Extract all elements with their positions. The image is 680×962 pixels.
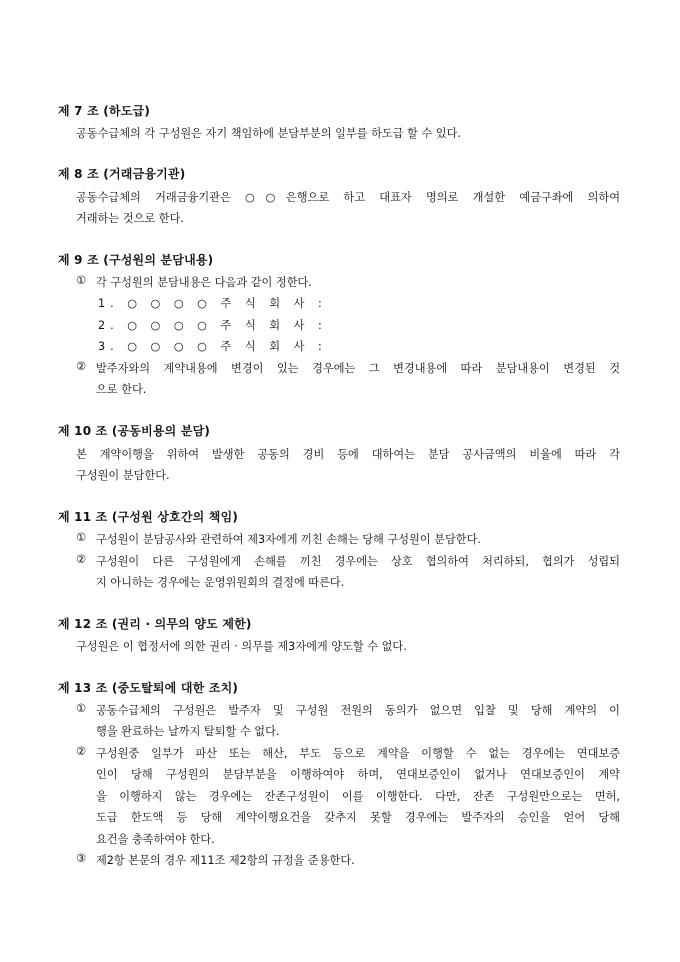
article-10-heading: 제 10 조 (공동비용의 분담) <box>58 424 211 438</box>
article-13-item-3-text: 제2항 본문의 경우 제11조 제2항의 규정을 준용한다. <box>96 854 355 867</box>
article-13-item-2-line-3: 을 이행하지 않는 경우에는 잔존구성원이 이를 이행한다. 다만, 잔존 구성원만으로는 면허, <box>96 790 620 803</box>
article-9-subitem-3: 3. ○ ○ ○ ○ 주 식 회 사 : <box>98 340 327 353</box>
article-12-text: 구성원은 이 협정서에 의한 권리 · 의무를 제3자에게 양도할 수 없다. <box>76 640 407 653</box>
article-13-item-3-marker: ③ <box>76 852 87 865</box>
article-13-item-2-line-4: 도급 한도액 등 당해 계약이행요건을 갖추지 못할 경우에는 발주자의 승인을 얻어 당해 <box>96 811 620 824</box>
article-9-subitem-1: 1. ○ ○ ○ ○ 주 식 회 사 : <box>98 297 327 310</box>
article-9-item-1-text: 각 구성원의 분담내용은 다음과 같이 정한다. <box>96 276 312 289</box>
article-7-text: 공동수급체의 각 구성원은 자기 책임하에 분담부분의 일부를 하도급 할 수 있다. <box>76 127 461 140</box>
article-13-heading: 제 13 조 (중도탈퇴에 대한 조치) <box>58 681 239 695</box>
article-9-item-1-marker: ① <box>76 274 87 287</box>
article-9-heading: 제 9 조 (구성원의 분담내용) <box>58 253 214 267</box>
article-10-text-line-1: 본 계약이행을 위하여 발생한 공동의 경비 등에 대하여는 분담 공사금액의 비율에 따라 각 <box>76 448 620 461</box>
article-8-text-line-1: 공동수급체의 거래금융기관은 ○○은행으로 하고 대표자 명의로 개설한 예금구좌에 의하여 <box>76 191 620 204</box>
article-11-item-2-line-1: 구성원이 다른 구성원에게 손해를 끼친 경우에는 상호 협의하여 처리하되, 협의가 성립되 <box>96 555 620 568</box>
article-13-item-1-line-2: 행을 완료하는 날까지 탈퇴할 수 없다. <box>96 725 280 738</box>
article-11-item-2-line-2: 지 아니하는 경우에는 운영위원회의 결정에 따른다. <box>96 576 345 589</box>
article-9-item-2-line-2: 으로 한다. <box>96 383 147 396</box>
article-12-heading: 제 12 조 (권리 · 의무의 양도 제한) <box>58 617 252 631</box>
article-13-item-2-line-1: 구성원중 일부가 파산 또는 해산, 부도 등으로 계약을 이행할 수 없는 경우에는 연대보증 <box>96 747 620 760</box>
article-11-item-1-text: 구성원이 분담공사와 관련하여 제3자에게 끼친 손해는 당해 구성원이 분담한다. <box>96 533 481 546</box>
article-8-heading: 제 8 조 (거래금융기관) <box>58 167 186 181</box>
article-9-item-2-marker: ② <box>76 360 87 373</box>
article-13-item-2-line-5: 요건을 충족하여야 한다. <box>96 833 215 846</box>
article-10-text-line-2: 구성원이 분담한다. <box>76 469 170 482</box>
article-11-heading: 제 11 조 (구성원 상호간의 책임) <box>58 510 239 524</box>
article-9-subitem-2: 2. ○ ○ ○ ○ 주 식 회 사 : <box>98 319 327 332</box>
article-13-item-2-line-2: 인이 당해 구성원의 분담부분을 이행하여야 하며, 연대보증인이 없거나 연대보증인이 계약 <box>96 768 620 781</box>
article-11-item-1-marker: ① <box>76 531 87 544</box>
article-11-item-2-marker: ② <box>76 553 87 566</box>
article-9-item-2-line-1: 발주자와의 계약내용에 변경이 있는 경우에는 그 변경내용에 따라 분담내용이 변경된 것 <box>96 362 620 375</box>
article-7-heading: 제 7 조 (하도급) <box>58 104 151 118</box>
article-13-item-2-marker: ② <box>76 745 87 758</box>
article-13-item-1-line-1: 공동수급체의 구성원은 발주자 및 구성원 전원의 동의가 없으면 입찰 및 당해 계약의 이 <box>96 704 620 717</box>
article-13-item-1-marker: ① <box>76 702 87 715</box>
article-8-text-line-2: 거래하는 것으로 한다. <box>76 212 184 225</box>
